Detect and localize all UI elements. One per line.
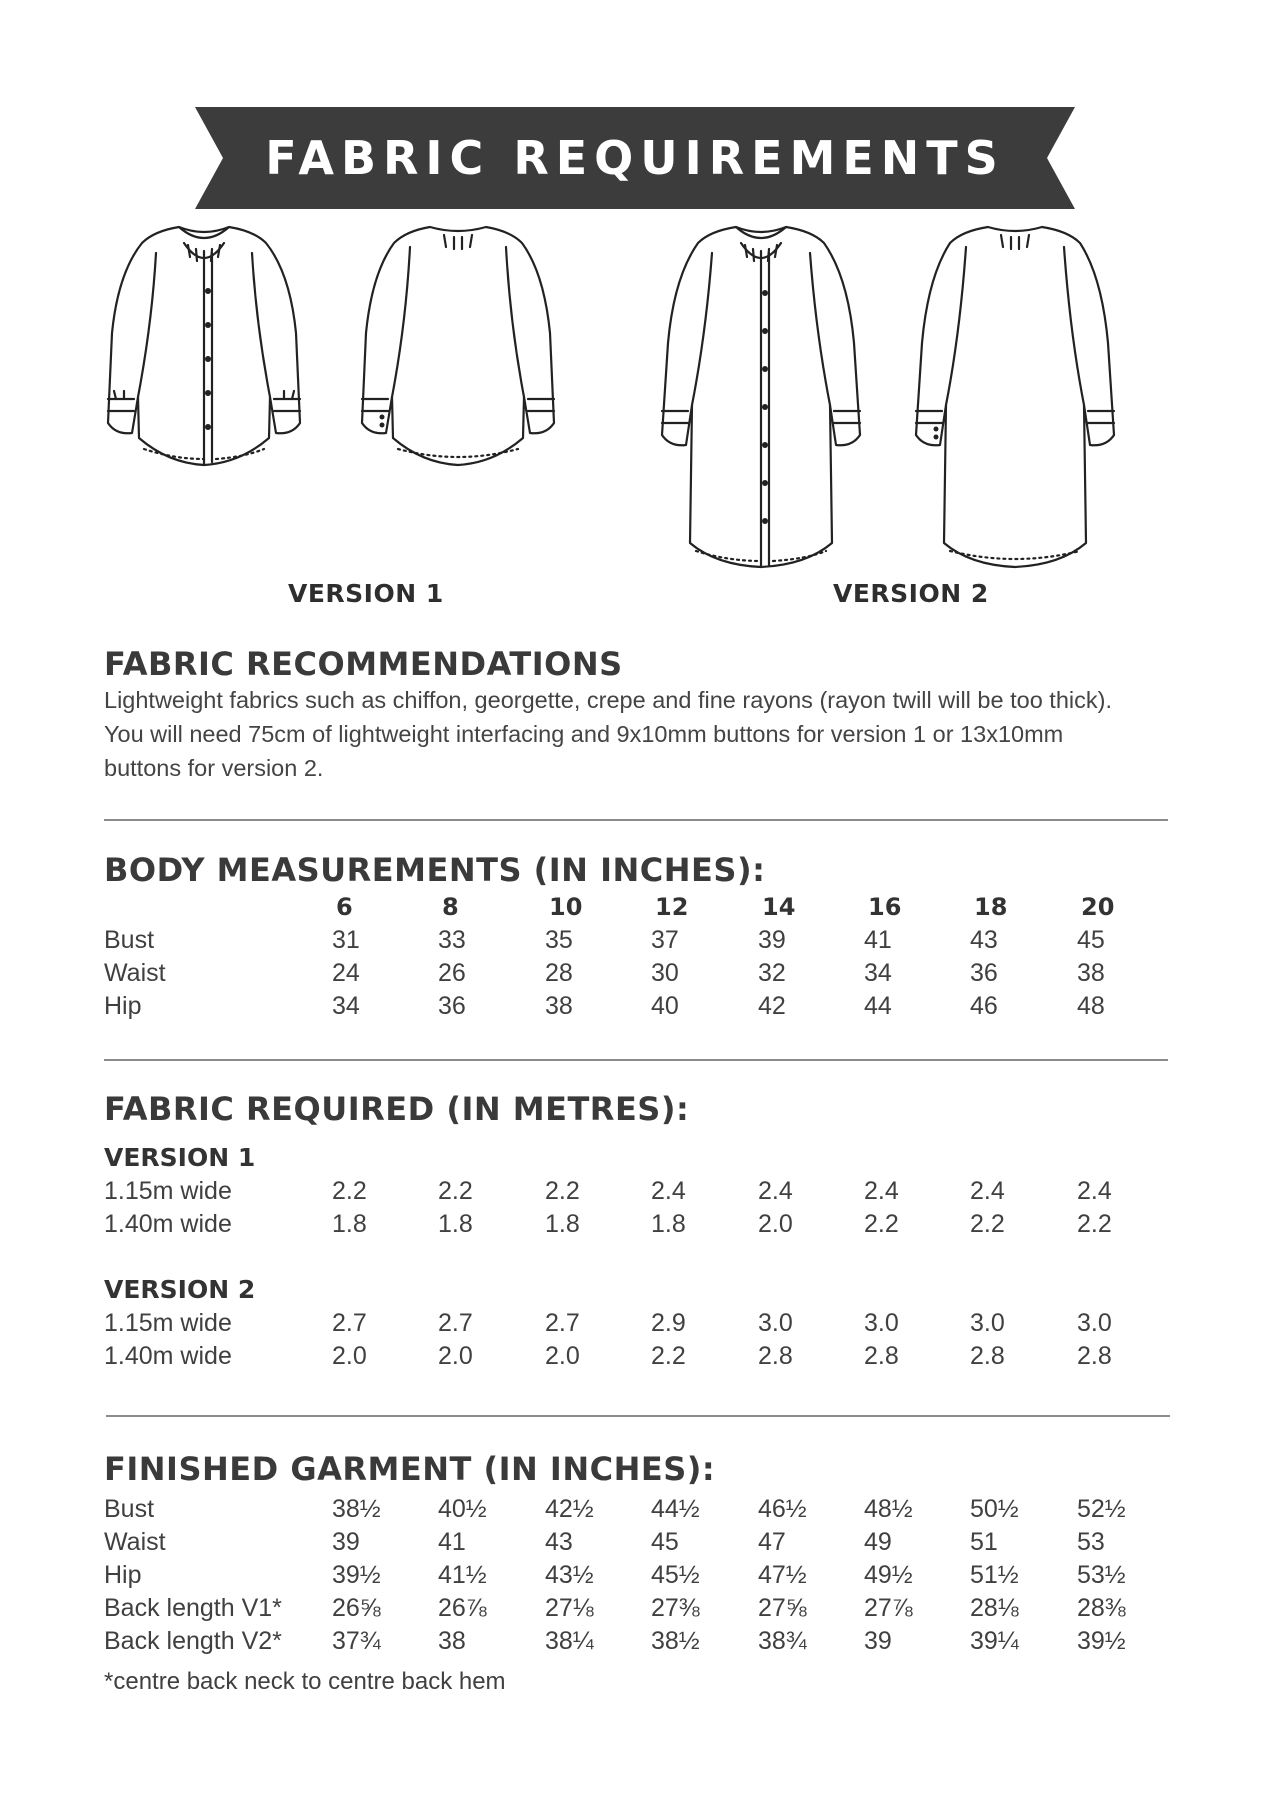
table-cell: 38 [1077, 959, 1105, 987]
finished-garment-heading: FINISHED GARMENT (IN INCHES): [104, 1450, 716, 1488]
table-cell: 48 [1077, 992, 1105, 1020]
table-cell: 2.4 [864, 1177, 899, 1205]
fabric-required-heading: FABRIC REQUIRED (IN METRES): [104, 1090, 690, 1128]
table-cell: 52½ [1077, 1495, 1126, 1523]
table-cell: 26⅞ [438, 1594, 487, 1622]
table-cell: 43 [970, 926, 998, 954]
size-header-cell: 18 [974, 893, 1008, 921]
row-label: Back length V2* [104, 1627, 282, 1655]
table-cell: 2.8 [1077, 1342, 1112, 1370]
row-label: Hip [104, 1561, 142, 1589]
divider [104, 819, 1168, 821]
table-cell: 2.7 [332, 1309, 367, 1337]
table-cell: 2.8 [970, 1342, 1005, 1370]
table-cell: 38¼ [545, 1627, 594, 1655]
table-cell: 47½ [758, 1561, 807, 1589]
table-cell: 3.0 [758, 1309, 793, 1337]
table-cell: 45 [1077, 926, 1105, 954]
table-cell: 2.8 [864, 1342, 899, 1370]
size-header-cell: 14 [762, 893, 796, 921]
table-cell: 39½ [332, 1561, 381, 1589]
table-cell: 41½ [438, 1561, 487, 1589]
table-cell: 1.8 [438, 1210, 473, 1238]
table-cell: 2.4 [970, 1177, 1005, 1205]
table-cell: 2.0 [758, 1210, 793, 1238]
table-cell: 2.2 [651, 1342, 686, 1370]
table-cell: 49½ [864, 1561, 913, 1589]
table-cell: 39 [758, 926, 786, 954]
row-label: 1.40m wide [104, 1210, 232, 1238]
divider [106, 1415, 1170, 1417]
table-cell: 2.7 [545, 1309, 580, 1337]
fabric-version1-heading: VERSION 1 [104, 1143, 256, 1172]
row-label: 1.40m wide [104, 1342, 232, 1370]
table-cell: 26⅝ [332, 1594, 381, 1622]
table-cell: 49 [864, 1528, 892, 1556]
row-label: 1.15m wide [104, 1309, 232, 1337]
table-cell: 2.0 [545, 1342, 580, 1370]
table-cell: 53½ [1077, 1561, 1126, 1589]
table-cell: 27⅜ [651, 1594, 700, 1622]
table-cell: 2.7 [438, 1309, 473, 1337]
table-cell: 46½ [758, 1495, 807, 1523]
table-cell: 39½ [1077, 1627, 1126, 1655]
table-cell: 2.4 [758, 1177, 793, 1205]
table-cell: 40 [651, 992, 679, 1020]
version2-back-illustration [910, 213, 1120, 578]
table-cell: 27⅛ [545, 1594, 594, 1622]
table-cell: 2.4 [651, 1177, 686, 1205]
version2-label: VERSION 2 [833, 579, 989, 608]
table-cell: 41 [864, 926, 892, 954]
recommendations-line: Lightweight fabrics such as chiffon, georgette, crepe and fine rayons (rayon twill will be too thick). [104, 687, 1112, 713]
table-cell: 2.0 [438, 1342, 473, 1370]
table-cell: 31 [332, 926, 360, 954]
table-cell: 3.0 [864, 1309, 899, 1337]
table-cell: 36 [970, 959, 998, 987]
recommendations-text [104, 683, 1184, 785]
table-cell: 28⅜ [1077, 1594, 1126, 1622]
table-cell: 45½ [651, 1561, 700, 1589]
divider [104, 1059, 1168, 1061]
table-cell: 32 [758, 959, 786, 987]
table-cell: 2.9 [651, 1309, 686, 1337]
version2-front-illustration [656, 213, 866, 578]
table-cell: 2.2 [1077, 1210, 1112, 1238]
table-cell: 2.2 [545, 1177, 580, 1205]
table-cell: 2.2 [864, 1210, 899, 1238]
table-cell: 39¼ [970, 1627, 1019, 1655]
table-cell: 24 [332, 959, 360, 987]
recommendations-line: buttons for version 2. [104, 755, 324, 781]
table-cell: 40½ [438, 1495, 487, 1523]
row-label: Waist [104, 959, 166, 987]
table-cell: 38 [438, 1627, 466, 1655]
table-cell: 27⅞ [864, 1594, 913, 1622]
table-cell: 51½ [970, 1561, 1019, 1589]
row-label: Waist [104, 1528, 166, 1556]
table-cell: 44½ [651, 1495, 700, 1523]
table-cell: 2.0 [332, 1342, 367, 1370]
table-cell: 47 [758, 1528, 786, 1556]
page-title: FABRIC REQUIREMENTS [265, 131, 1005, 185]
row-label: Hip [104, 992, 142, 1020]
table-cell: 26 [438, 959, 466, 987]
size-header-cell: 20 [1081, 893, 1115, 921]
title-banner [195, 107, 1075, 209]
table-cell: 3.0 [1077, 1309, 1112, 1337]
table-cell: 2.2 [332, 1177, 367, 1205]
size-header-cell: 12 [655, 893, 689, 921]
version1-label: VERSION 1 [288, 579, 444, 608]
row-label: Bust [104, 1495, 155, 1523]
table-cell: 2.2 [970, 1210, 1005, 1238]
table-cell: 28 [545, 959, 573, 987]
table-cell: 2.8 [758, 1342, 793, 1370]
table-cell: 37 [651, 926, 679, 954]
table-cell: 42½ [545, 1495, 594, 1523]
table-cell: 44 [864, 992, 892, 1020]
recommendations-heading: FABRIC RECOMMENDATIONS [104, 645, 623, 683]
table-cell: 39 [332, 1528, 360, 1556]
body-measurements-heading: BODY MEASUREMENTS (IN INCHES): [104, 851, 766, 889]
table-cell: 1.8 [651, 1210, 686, 1238]
table-cell: 35 [545, 926, 573, 954]
table-cell: 53 [1077, 1528, 1105, 1556]
table-cell: 38½ [651, 1627, 700, 1655]
table-cell: 43 [545, 1528, 573, 1556]
size-header-cell: 6 [336, 893, 353, 921]
row-label: Back length V1* [104, 1594, 282, 1622]
table-cell: 38 [545, 992, 573, 1020]
table-cell: 48½ [864, 1495, 913, 1523]
version1-back-illustration [358, 213, 558, 478]
size-header-cell: 10 [549, 893, 583, 921]
table-cell: 34 [332, 992, 360, 1020]
table-cell: 2.4 [1077, 1177, 1112, 1205]
recommendations-line: You will need 75cm of lightweight interfacing and 9x10mm buttons for version 1 or 13x10mm [104, 721, 1064, 747]
table-cell: 51 [970, 1528, 998, 1556]
row-label: 1.15m wide [104, 1177, 232, 1205]
table-cell: 1.8 [332, 1210, 367, 1238]
table-cell: 39 [864, 1627, 892, 1655]
table-cell: 43½ [545, 1561, 594, 1589]
table-cell: 30 [651, 959, 679, 987]
table-cell: 37¾ [332, 1627, 381, 1655]
fabric-version2-heading: VERSION 2 [104, 1275, 256, 1304]
footnote: *centre back neck to centre back hem [104, 1668, 506, 1695]
table-cell: 2.2 [438, 1177, 473, 1205]
table-cell: 46 [970, 992, 998, 1020]
table-cell: 45 [651, 1528, 679, 1556]
table-cell: 42 [758, 992, 786, 1020]
size-header-cell: 8 [442, 893, 459, 921]
table-cell: 27⅝ [758, 1594, 807, 1622]
table-cell: 34 [864, 959, 892, 987]
table-cell: 38½ [332, 1495, 381, 1523]
row-label: Bust [104, 926, 155, 954]
table-cell: 38¾ [758, 1627, 807, 1655]
table-cell: 50½ [970, 1495, 1019, 1523]
table-cell: 28⅛ [970, 1594, 1019, 1622]
version1-front-illustration [104, 213, 304, 478]
table-cell: 41 [438, 1528, 466, 1556]
table-cell: 3.0 [970, 1309, 1005, 1337]
table-cell: 1.8 [545, 1210, 580, 1238]
table-cell: 33 [438, 926, 466, 954]
table-cell: 36 [438, 992, 466, 1020]
size-header-cell: 16 [868, 893, 902, 921]
